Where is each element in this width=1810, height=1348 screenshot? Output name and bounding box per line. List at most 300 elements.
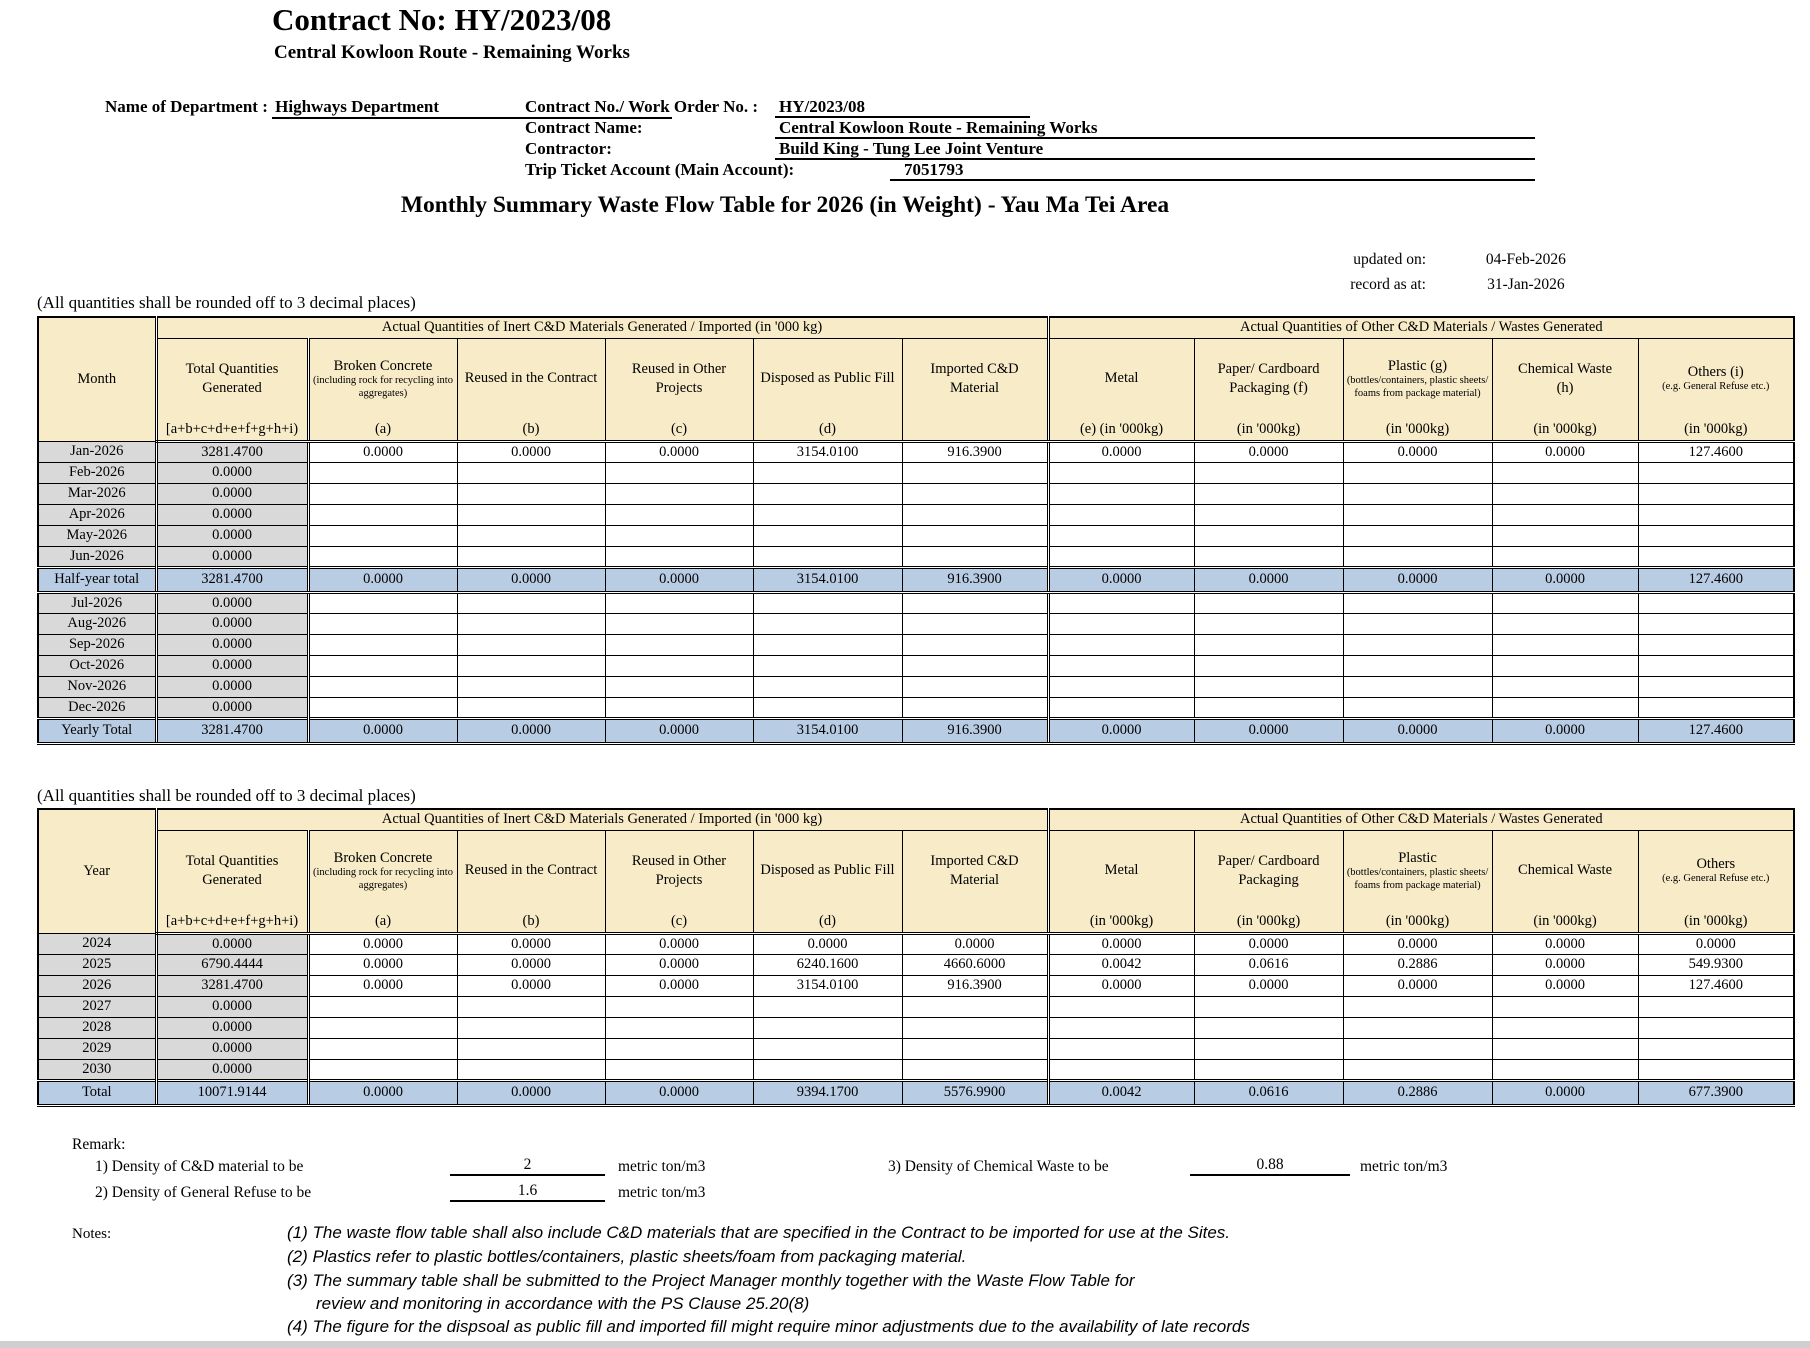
value-cell: 0.0000 (457, 975, 605, 996)
month-column-header: Month (38, 317, 156, 441)
value-cell (457, 996, 605, 1017)
row-label: Jun-2026 (38, 546, 156, 567)
value-cell (1492, 697, 1638, 718)
value-cell (605, 525, 753, 546)
column-header-metal: Metal (e) (in '000kg) (1048, 338, 1194, 441)
value-cell (308, 462, 457, 483)
value-cell (1048, 483, 1194, 504)
value-cell: 0.0000 (1048, 441, 1194, 462)
table-row (38, 655, 1794, 676)
value-cell (1343, 462, 1492, 483)
total-quantities-cell: 0.0000 (156, 933, 308, 954)
value-cell (1194, 1059, 1343, 1080)
department-value: Highways Department (272, 97, 672, 119)
value-cell (1343, 592, 1492, 613)
column-header-public-fill: Disposed as Public Fill (d) (753, 830, 902, 933)
value-cell: 0.0000 (1492, 975, 1638, 996)
row-label: Jan-2026 (38, 441, 156, 462)
value-cell: 3154.0100 (753, 441, 902, 462)
total-quantities-cell: 3281.4700 (156, 718, 308, 743)
value-cell (308, 1017, 457, 1038)
value-cell (1194, 525, 1343, 546)
value-cell (753, 655, 902, 676)
total-quantities-cell: 0.0000 (156, 592, 308, 613)
note-line-1: (1) The waste flow table shall also include C&D materials that are specified in the Contract to be imported for use at the Sites. (287, 1223, 1231, 1242)
value-cell (753, 525, 902, 546)
value-cell (308, 483, 457, 504)
column-header-imported: Imported C&D Material (902, 338, 1048, 441)
table-row (38, 441, 1794, 462)
value-cell (1343, 504, 1492, 525)
value-cell (457, 634, 605, 655)
value-cell (1048, 592, 1194, 613)
updated-on-label: updated on: (1353, 251, 1426, 268)
value-cell (1638, 1038, 1794, 1059)
total-quantities-cell: 0.0000 (156, 1038, 308, 1059)
value-cell: 0.0000 (1492, 933, 1638, 954)
value-cell (308, 546, 457, 567)
value-cell: 0.0000 (902, 933, 1048, 954)
column-header-plastic: Plastic (bottles/containers, plastic sheets/ foams from package material) (in '000kg) (1343, 830, 1492, 933)
rounding-note-monthly: (All quantities shall be rounded off to 3 decimal places) (37, 293, 416, 312)
remark-item-2-label: 2) Density of General Refuse to be (95, 1184, 312, 1201)
total-quantities-cell: 0.0000 (156, 996, 308, 1017)
value-cell (1638, 996, 1794, 1017)
value-cell (457, 1017, 605, 1038)
value-cell: 0.0000 (605, 1080, 753, 1105)
value-cell (1343, 1017, 1492, 1038)
value-cell (1343, 1059, 1492, 1080)
value-cell: 5576.9900 (902, 1080, 1048, 1105)
value-cell (1048, 634, 1194, 655)
contract-info (525, 97, 1535, 181)
value-cell (902, 525, 1048, 546)
value-cell (1492, 634, 1638, 655)
value-cell: 0.2886 (1343, 954, 1492, 975)
value-cell (1048, 1059, 1194, 1080)
contractor-label: Contractor: (525, 139, 612, 158)
value-cell (1638, 504, 1794, 525)
table-row (38, 613, 1794, 634)
value-cell: 0.0000 (605, 975, 753, 996)
column-header-others: Others (i) (e.g. General Refuse etc.) (in '000kg) (1638, 338, 1794, 441)
value-cell (1492, 592, 1638, 613)
row-label: 2025 (38, 954, 156, 975)
value-cell (308, 1059, 457, 1080)
value-cell: 0.0616 (1194, 954, 1343, 975)
column-header-total-quantities: Total Quantities Generated [a+b+c+d+e+f+g+h+i) (156, 338, 308, 441)
total-quantities-cell: 10071.9144 (156, 1080, 308, 1105)
value-cell (1343, 1038, 1492, 1059)
total-quantities-cell: 0.0000 (156, 697, 308, 718)
table-row (38, 697, 1794, 718)
value-cell (605, 655, 753, 676)
value-cell: 0.0616 (1194, 1080, 1343, 1105)
value-cell (1194, 483, 1343, 504)
table-row (38, 592, 1794, 613)
total-quantities-cell: 3281.4700 (156, 975, 308, 996)
value-cell (1048, 613, 1194, 634)
value-cell: 916.3900 (902, 567, 1048, 592)
value-cell (902, 655, 1048, 676)
value-cell: 0.0000 (1048, 567, 1194, 592)
note-line-3: (3) The summary table shall be submitted to the Project Manager monthly together with the Waste Flow Table for (287, 1271, 1135, 1290)
value-cell: 0.0000 (1194, 441, 1343, 462)
total-quantities-cell: 0.0000 (156, 483, 308, 504)
value-cell (1194, 655, 1343, 676)
value-cell (308, 592, 457, 613)
column-header-reused-contract: Reused in the Contract (b) (457, 338, 605, 441)
value-cell (308, 525, 457, 546)
value-cell (1048, 697, 1194, 718)
total-quantities-cell: 0.0000 (156, 655, 308, 676)
record-as-at-row (1336, 276, 1596, 294)
column-header-public-fill: Disposed as Public Fill (d) (753, 338, 902, 441)
row-label: May-2026 (38, 525, 156, 546)
row-label: 2024 (38, 933, 156, 954)
column-header-paper: Paper/ Cardboard Packaging (f) (in '000kg) (1194, 338, 1343, 441)
contract-no-value: HY/2023/08 (775, 97, 1030, 118)
value-cell: 0.0000 (1492, 441, 1638, 462)
value-cell (902, 996, 1048, 1017)
value-cell (1048, 655, 1194, 676)
value-cell (1048, 546, 1194, 567)
value-cell: 0.0000 (753, 933, 902, 954)
column-header-chemical-waste: Chemical Waste (in '000kg) (1492, 830, 1638, 933)
value-cell: 549.9300 (1638, 954, 1794, 975)
value-cell: 0.0000 (308, 718, 457, 743)
value-cell (605, 613, 753, 634)
value-cell (1343, 655, 1492, 676)
row-label: Nov-2026 (38, 676, 156, 697)
value-cell (308, 613, 457, 634)
value-cell (457, 1059, 605, 1080)
value-cell (1492, 1059, 1638, 1080)
value-cell (605, 462, 753, 483)
column-header-chemical-waste: Chemical Waste (h) (in '000kg) (1492, 338, 1638, 441)
value-cell (605, 483, 753, 504)
value-cell: 0.0042 (1048, 1080, 1194, 1105)
value-cell: 0.0042 (1048, 954, 1194, 975)
value-cell (753, 676, 902, 697)
value-cell: 0.0000 (308, 975, 457, 996)
table-row (38, 933, 1794, 954)
column-header-reused-other: Reused in Other Projects (c) (605, 830, 753, 933)
total-quantities-cell: 0.0000 (156, 676, 308, 697)
value-cell: 0.0000 (605, 954, 753, 975)
value-cell: 0.0000 (1343, 567, 1492, 592)
value-cell: 0.0000 (1194, 933, 1343, 954)
monthly-summary-table (37, 316, 1795, 745)
value-cell (1343, 676, 1492, 697)
value-cell (605, 634, 753, 655)
table-row (38, 975, 1794, 996)
value-cell (457, 592, 605, 613)
table-row (38, 483, 1794, 504)
value-cell (1048, 1017, 1194, 1038)
value-cell (902, 592, 1048, 613)
value-cell (1194, 676, 1343, 697)
table-row (38, 1038, 1794, 1059)
table-row (38, 462, 1794, 483)
value-cell (308, 504, 457, 525)
value-cell: 0.0000 (457, 1080, 605, 1105)
value-cell (1638, 613, 1794, 634)
total-quantities-cell: 0.0000 (156, 525, 308, 546)
total-quantities-cell: 6790.4444 (156, 954, 308, 975)
note-line-4: (4) The figure for the dispsoal as public fill and imported fill might require minor adjustments due to the availability of late records (287, 1317, 1250, 1336)
value-cell: 0.0000 (1343, 933, 1492, 954)
column-header-reused-contract: Reused in the Contract (b) (457, 830, 605, 933)
value-cell (753, 634, 902, 655)
value-cell (1492, 546, 1638, 567)
value-cell: 4660.6000 (902, 954, 1048, 975)
value-cell: 0.0000 (1492, 718, 1638, 743)
value-cell: 0.0000 (308, 567, 457, 592)
value-cell: 3154.0100 (753, 567, 902, 592)
value-cell: 0.0000 (1492, 567, 1638, 592)
total-quantities-cell: 0.0000 (156, 634, 308, 655)
value-cell (753, 996, 902, 1017)
row-label: 2026 (38, 975, 156, 996)
column-header-plastic: Plastic (g) (bottles/containers, plastic sheets/ foams from package material) (in '000kg) (1343, 338, 1492, 441)
value-cell: 127.4600 (1638, 567, 1794, 592)
group-header-other: Actual Quantities of Other C&D Materials / Wastes Generated (1048, 317, 1794, 338)
value-cell (1638, 483, 1794, 504)
value-cell (1343, 613, 1492, 634)
value-cell (902, 504, 1048, 525)
value-cell (902, 483, 1048, 504)
remark-heading: Remark: (72, 1136, 126, 1153)
total-quantities-cell: 0.0000 (156, 1017, 308, 1038)
value-cell (308, 697, 457, 718)
value-cell: 0.0000 (308, 1080, 457, 1105)
column-header-imported: Imported C&D Material (902, 830, 1048, 933)
value-cell (1194, 462, 1343, 483)
value-cell: 0.0000 (1194, 718, 1343, 743)
remark-item-2-value: 1.6 (450, 1182, 605, 1202)
note-line-3-continued: review and monitoring in accordance with the PS Clause 25.20(8) (316, 1294, 810, 1313)
value-cell: 0.0000 (605, 441, 753, 462)
value-cell (605, 676, 753, 697)
value-cell (1492, 504, 1638, 525)
group-header-inert: Actual Quantities of Inert C&D Materials Generated / Imported (in '000 kg) (156, 809, 1048, 830)
value-cell (753, 1059, 902, 1080)
table-row (38, 1017, 1794, 1038)
row-label: Apr-2026 (38, 504, 156, 525)
column-header-reused-other: Reused in Other Projects (c) (605, 338, 753, 441)
value-cell (902, 634, 1048, 655)
value-cell (1638, 655, 1794, 676)
value-cell (753, 613, 902, 634)
updated-on-value: 04-Feb-2026 (1485, 251, 1566, 268)
value-cell (457, 676, 605, 697)
value-cell (1048, 996, 1194, 1017)
value-cell (1492, 996, 1638, 1017)
value-cell (308, 1038, 457, 1059)
value-cell: 127.4600 (1638, 718, 1794, 743)
value-cell (1343, 483, 1492, 504)
value-cell (457, 655, 605, 676)
value-cell (1638, 525, 1794, 546)
total-quantities-cell: 3281.4700 (156, 567, 308, 592)
row-label: Yearly Total (38, 718, 156, 743)
record-as-at-value: 31-Jan-2026 (1487, 276, 1565, 293)
value-cell (308, 676, 457, 697)
value-cell: 0.0000 (1343, 718, 1492, 743)
total-quantities-cell: 0.0000 (156, 504, 308, 525)
value-cell (1492, 462, 1638, 483)
value-cell: 0.0000 (457, 954, 605, 975)
row-label: Total (38, 1080, 156, 1105)
total-quantities-cell: 0.0000 (156, 1059, 308, 1080)
value-cell (1048, 525, 1194, 546)
value-cell: 916.3900 (902, 975, 1048, 996)
value-cell: 0.0000 (1638, 933, 1794, 954)
value-cell (1638, 546, 1794, 567)
rounding-note-yearly: (All quantities shall be rounded off to 3 decimal places) (37, 786, 416, 805)
table-row (38, 676, 1794, 697)
contractor-value: Build King - Tung Lee Joint Venture (775, 139, 1535, 160)
value-cell (457, 462, 605, 483)
remark-item-1-value: 2 (450, 1156, 605, 1176)
value-cell (457, 525, 605, 546)
value-cell (457, 546, 605, 567)
value-cell (605, 504, 753, 525)
value-cell (753, 1017, 902, 1038)
table-row (38, 504, 1794, 525)
total-quantities-cell: 3281.4700 (156, 441, 308, 462)
row-label: Mar-2026 (38, 483, 156, 504)
value-cell (1638, 697, 1794, 718)
contract-no-label: Contract No./ Work Order No. : (525, 97, 759, 116)
value-cell: 127.4600 (1638, 441, 1794, 462)
page-subtitle: Central Kowloon Route - Remaining Works (274, 42, 630, 63)
value-cell (1492, 483, 1638, 504)
value-cell (1638, 1059, 1794, 1080)
value-cell: 0.0000 (457, 441, 605, 462)
value-cell: 0.0000 (1343, 441, 1492, 462)
note-line-2: (2) Plastics refer to plastic bottles/containers, plastic sheets/foam from packaging material. (287, 1247, 967, 1266)
value-cell (753, 592, 902, 613)
yearly-summary-table (37, 808, 1795, 1107)
value-cell (605, 697, 753, 718)
total-quantities-cell: 0.0000 (156, 613, 308, 634)
column-header-others: Others (e.g. General Refuse etc.) (in '000kg) (1638, 830, 1794, 933)
value-cell (902, 676, 1048, 697)
value-cell: 3154.0100 (753, 718, 902, 743)
table-row (38, 634, 1794, 655)
value-cell: 0.0000 (1492, 1080, 1638, 1105)
column-header-broken-concrete: Broken Concrete (including rock for recycling into aggregates) (a) (308, 338, 457, 441)
column-header-metal: Metal (in '000kg) (1048, 830, 1194, 933)
value-cell (605, 1038, 753, 1059)
value-cell (1492, 676, 1638, 697)
value-cell: 0.0000 (1048, 933, 1194, 954)
page-title: Contract No: HY/2023/08 (272, 2, 612, 37)
value-cell (308, 655, 457, 676)
value-cell (605, 1059, 753, 1080)
value-cell: 677.3900 (1638, 1080, 1794, 1105)
value-cell (1048, 504, 1194, 525)
value-cell (753, 462, 902, 483)
page-bottom-edge (0, 1341, 1810, 1348)
value-cell: 0.0000 (457, 718, 605, 743)
value-cell (753, 483, 902, 504)
value-cell (1638, 1017, 1794, 1038)
value-cell (1343, 634, 1492, 655)
value-cell (1194, 1017, 1343, 1038)
value-cell (902, 462, 1048, 483)
row-label: 2030 (38, 1059, 156, 1080)
value-cell: 0.0000 (308, 933, 457, 954)
value-cell (1492, 613, 1638, 634)
value-cell (457, 1038, 605, 1059)
value-cell (753, 1038, 902, 1059)
contract-name-value: Central Kowloon Route - Remaining Works (775, 118, 1535, 139)
value-cell (1194, 996, 1343, 1017)
value-cell (1638, 462, 1794, 483)
value-cell (1194, 592, 1343, 613)
remark-item-3-unit: metric ton/m3 (1360, 1158, 1448, 1175)
value-cell (1048, 1038, 1194, 1059)
value-cell: 0.0000 (1492, 954, 1638, 975)
contract-name-label: Contract Name: (525, 118, 643, 137)
value-cell: 0.0000 (1194, 567, 1343, 592)
row-label: 2029 (38, 1038, 156, 1059)
table-row (38, 996, 1794, 1017)
value-cell (902, 1017, 1048, 1038)
value-cell: 0.0000 (1343, 975, 1492, 996)
value-cell (457, 483, 605, 504)
value-cell: 0.0000 (308, 954, 457, 975)
value-cell (1194, 634, 1343, 655)
total-quantities-cell: 0.0000 (156, 462, 308, 483)
value-cell (902, 697, 1048, 718)
total-row (38, 567, 1794, 592)
value-cell: 0.0000 (308, 441, 457, 462)
value-cell (753, 697, 902, 718)
value-cell (1194, 697, 1343, 718)
remark-item-3-value: 0.88 (1190, 1156, 1350, 1176)
total-row (38, 718, 1794, 743)
value-cell (308, 634, 457, 655)
value-cell (457, 613, 605, 634)
updated-on-row (1336, 251, 1596, 269)
row-label: Jul-2026 (38, 592, 156, 613)
value-cell (902, 546, 1048, 567)
value-cell: 3154.0100 (753, 975, 902, 996)
value-cell: 6240.1600 (753, 954, 902, 975)
row-label: 2028 (38, 1017, 156, 1038)
value-cell (1492, 1017, 1638, 1038)
value-cell: 0.0000 (457, 933, 605, 954)
value-cell (605, 1017, 753, 1038)
remark-item-1-unit: metric ton/m3 (618, 1158, 706, 1175)
group-header-inert: Actual Quantities of Inert C&D Materials Generated / Imported (in '000 kg) (156, 317, 1048, 338)
value-cell (1492, 655, 1638, 676)
value-cell (902, 613, 1048, 634)
summary-title: Monthly Summary Waste Flow Table for 2026 (in Weight) - Yau Ma Tei Area (400, 192, 1170, 218)
value-cell (1048, 676, 1194, 697)
value-cell (753, 504, 902, 525)
value-cell: 916.3900 (902, 441, 1048, 462)
value-cell (605, 996, 753, 1017)
value-cell (1194, 1038, 1343, 1059)
table-row (38, 546, 1794, 567)
row-label: Half-year total (38, 567, 156, 592)
value-cell (1194, 613, 1343, 634)
